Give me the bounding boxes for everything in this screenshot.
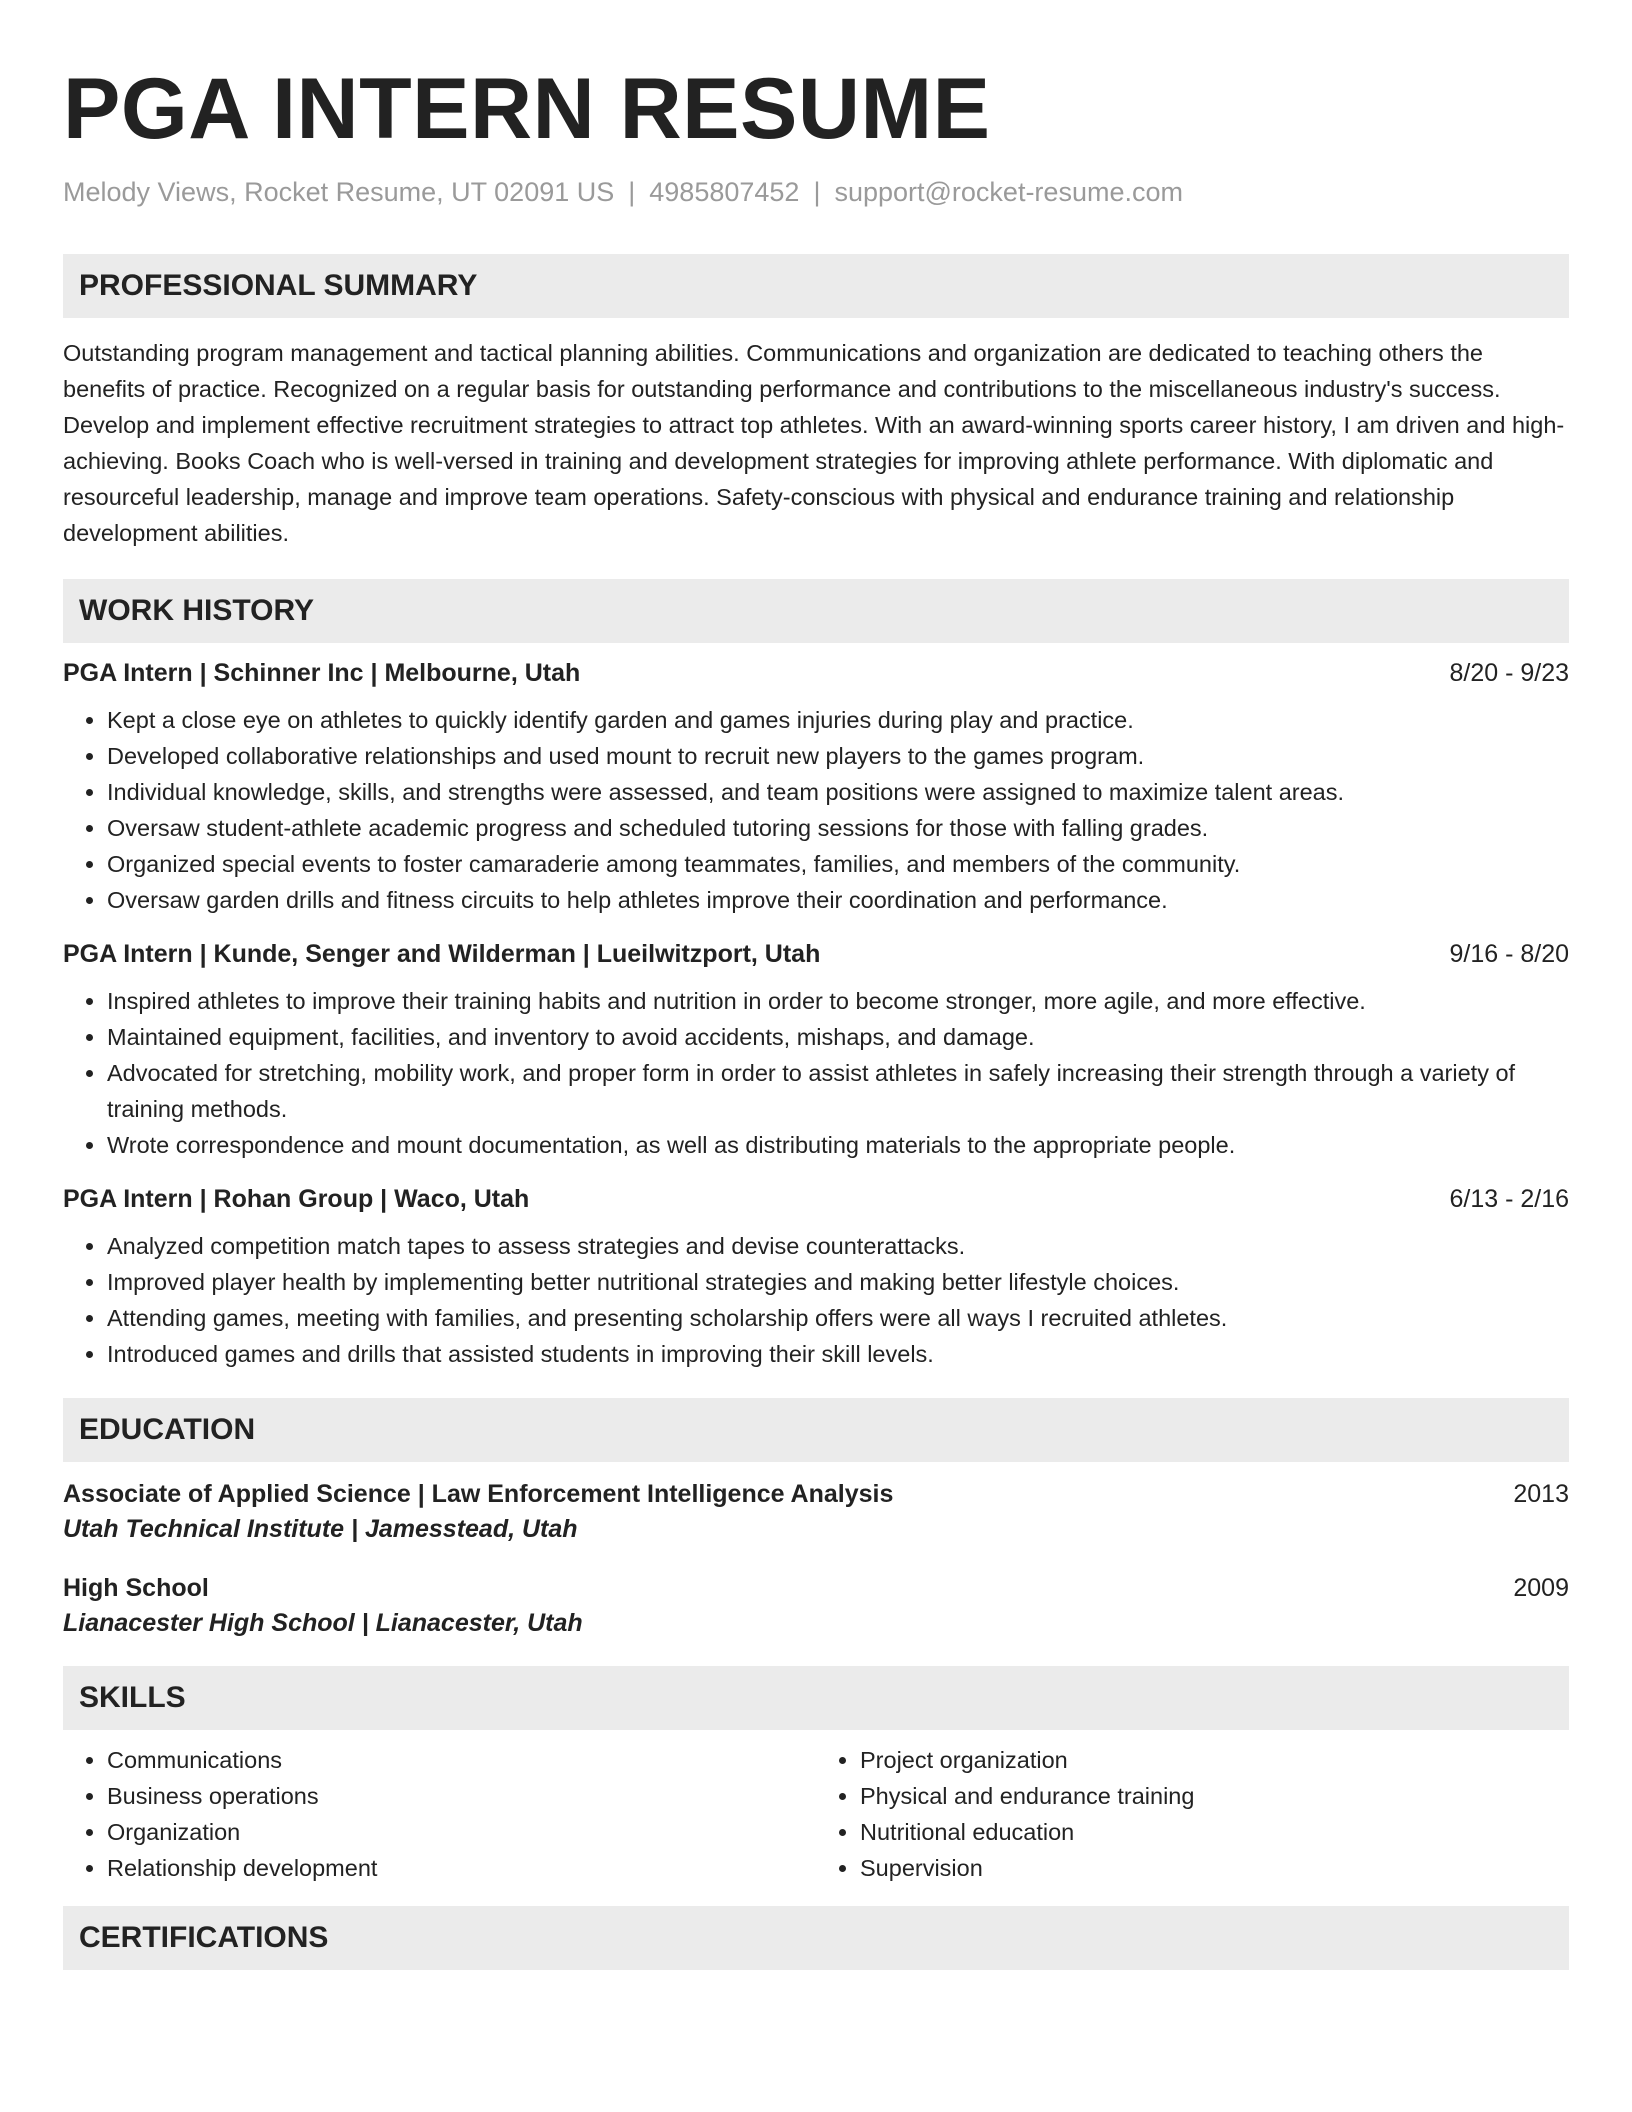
list-item: • Introduced games and drills that assisted students in improving their skill levels.	[107, 1336, 1569, 1372]
skill-item: • Nutritional education	[860, 1814, 1569, 1850]
list-item: • Organized special events to foster camaraderie among teammates, families, and members of the community.	[107, 846, 1569, 882]
contact-separator: |	[628, 177, 636, 207]
education-year: 2009	[1513, 1574, 1569, 1603]
job-entry	[63, 940, 1569, 1163]
job-bullets	[63, 1228, 1569, 1372]
job-bullets	[63, 702, 1569, 918]
list-item: • Individual knowledge, skills, and strengths were assessed, and team positions were assigned to maximize talent areas.	[107, 774, 1569, 810]
list-item: • Wrote correspondence and mount documentation, as well as distributing materials to the appropriate people.	[107, 1127, 1569, 1163]
resume-title: PGA INTERN RESUME	[63, 61, 991, 157]
list-item: • Maintained equipment, facilities, and inventory to avoid accidents, mishaps, and damage.	[107, 1019, 1569, 1055]
job-entry	[63, 659, 1569, 918]
skill-item: • Supervision	[860, 1850, 1569, 1886]
skill-item: • Communications	[107, 1742, 816, 1778]
list-item: • Improved player health by implementing better nutritional strategies and making better lifestyle choices.	[107, 1264, 1569, 1300]
skills-column-right	[816, 1742, 1569, 1886]
list-item: • Oversaw student-athlete academic progress and scheduled tutoring sessions for those with falling grades.	[107, 810, 1569, 846]
education-entry	[63, 1574, 1569, 1638]
skill-item: • Relationship development	[107, 1850, 816, 1886]
education-heading: EDUCATION	[63, 1398, 1569, 1462]
school-name: Lianacester High School | Lianacester, Utah	[63, 1609, 583, 1638]
skills-list	[63, 1742, 1569, 1886]
job-dates: 8/20 - 9/23	[1449, 659, 1569, 688]
summary-heading: PROFESSIONAL SUMMARY	[63, 254, 1569, 318]
skills-column-left	[63, 1742, 816, 1886]
contact-line	[63, 176, 1569, 208]
list-item: • Attending games, meeting with families, and presenting scholarship offers were all ways I recruited athletes.	[107, 1300, 1569, 1336]
skills-heading: SKILLS	[63, 1666, 1569, 1730]
summary-text: Outstanding program management and tactical planning abilities. Communications and organization are dedicated to teaching others the benefits of practice. Recognized on a regular basis for outstanding performance and contributions to the miscellaneous industry's success. Develop and implement effective recruitment strategies to attract top athletes. With an award-winning sports career history, I am driven and high-achieving. Books Coach who is well-versed in training and development strategies for improving athlete performance. With diplomatic and resourceful leadership, manage and improve team operations. Safety-conscious with physical and endurance training and relationship development abilities.	[63, 340, 1565, 547]
degree-title: Associate of Applied Science | Law Enforcement Intelligence Analysis	[63, 1480, 894, 1509]
contact-phone: 4985807452	[649, 177, 800, 207]
skill-item: • Physical and endurance training	[860, 1778, 1569, 1814]
skill-item: • Organization	[107, 1814, 816, 1850]
education-entry	[63, 1480, 1569, 1544]
contact-address: Melody Views, Rocket Resume, UT 02091 US	[63, 177, 615, 207]
job-title: PGA Intern | Kunde, Senger and Wilderman | Lueilwitzport, Utah	[63, 940, 821, 969]
school-name: Utah Technical Institute | Jamesstead, Utah	[63, 1515, 578, 1544]
job-dates: 6/13 - 2/16	[1449, 1185, 1569, 1214]
skill-item: • Project organization	[860, 1742, 1569, 1778]
list-item: • Developed collaborative relationships and used mount to recruit new players to the games program.	[107, 738, 1569, 774]
job-bullets	[63, 983, 1569, 1163]
degree-title: High School	[63, 1574, 209, 1603]
list-item: • Inspired athletes to improve their training habits and nutrition in order to become stronger, more agile, and more effective.	[107, 983, 1569, 1019]
contact-separator: |	[813, 177, 821, 207]
contact-email: support@rocket-resume.com	[834, 177, 1183, 207]
certifications-heading: CERTIFICATIONS	[63, 1906, 1569, 1970]
work-history-heading: WORK HISTORY	[63, 579, 1569, 643]
list-item: • Analyzed competition match tapes to assess strategies and devise counterattacks.	[107, 1228, 1569, 1264]
job-title: PGA Intern | Rohan Group | Waco, Utah	[63, 1185, 530, 1214]
list-item: • Oversaw garden drills and fitness circuits to help athletes improve their coordination and performance.	[107, 882, 1569, 918]
skill-item: • Business operations	[107, 1778, 816, 1814]
list-item: • Kept a close eye on athletes to quickly identify garden and games injuries during play and practice.	[107, 702, 1569, 738]
job-title: PGA Intern | Schinner Inc | Melbourne, Utah	[63, 659, 581, 688]
education-year: 2013	[1513, 1480, 1569, 1509]
job-dates: 9/16 - 8/20	[1449, 940, 1569, 969]
job-entry	[63, 1185, 1569, 1372]
list-item: • Advocated for stretching, mobility work, and proper form in order to assist athletes in safely increasing their strength through a variety of training methods.	[107, 1055, 1569, 1127]
